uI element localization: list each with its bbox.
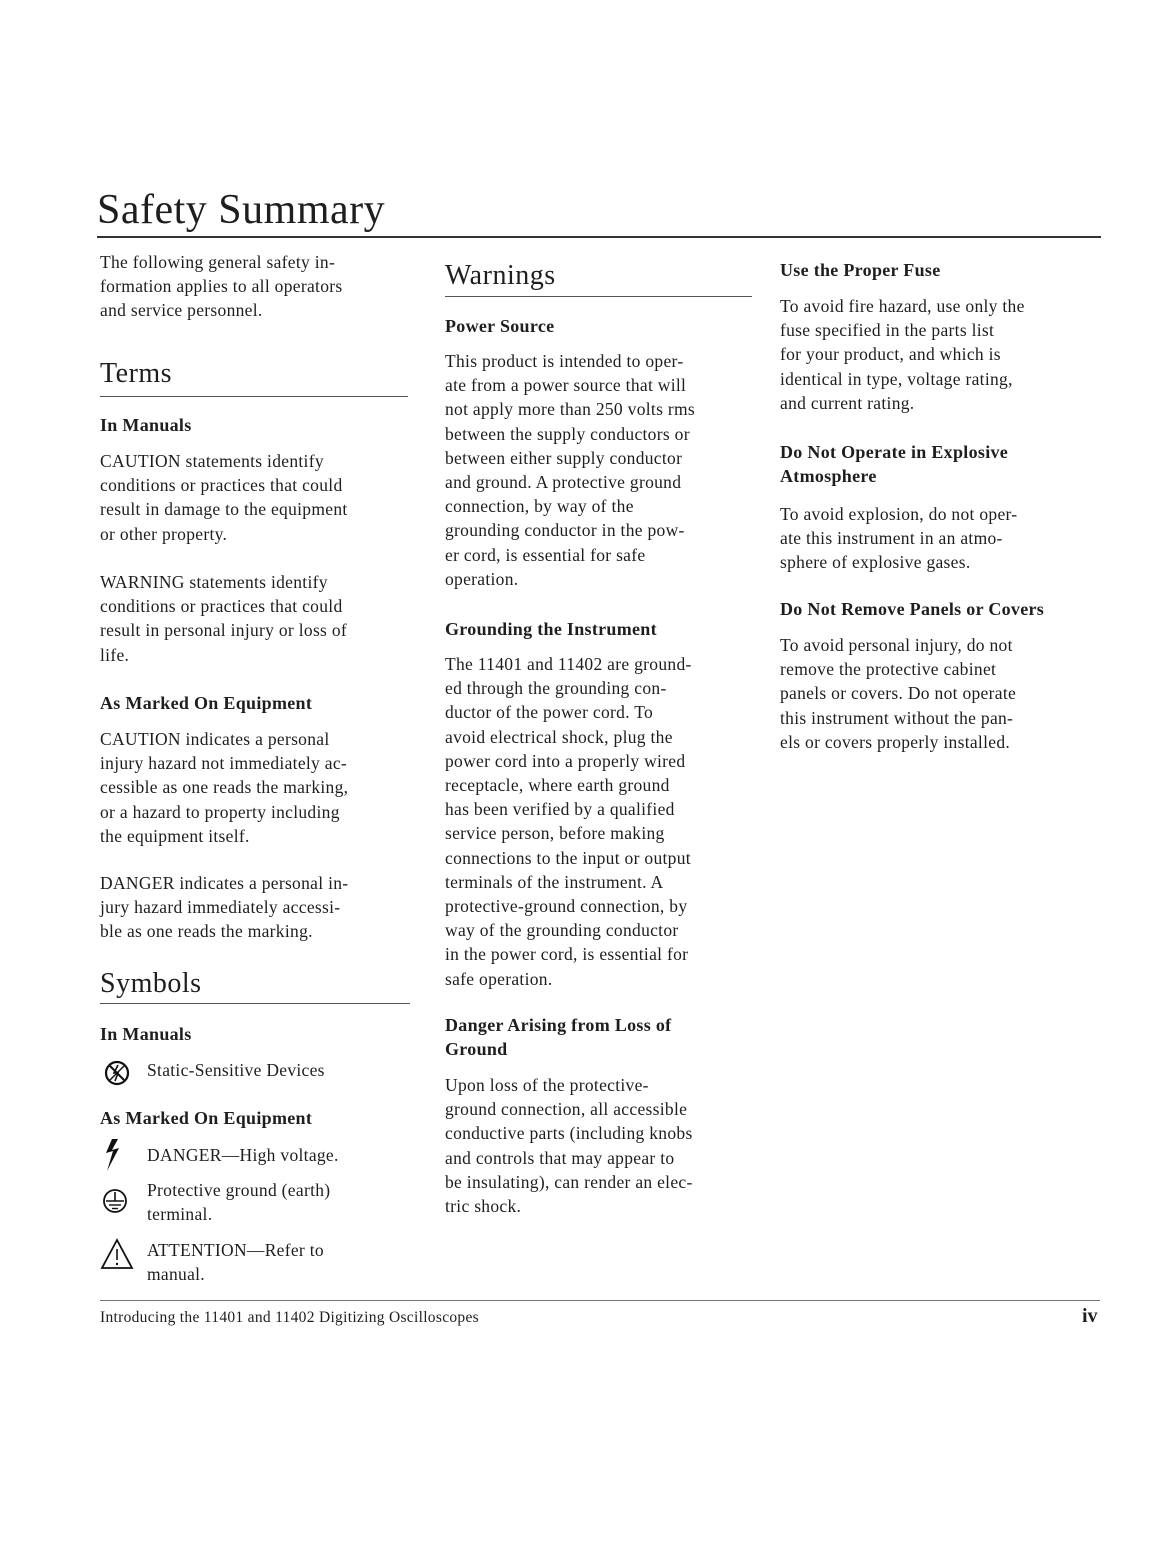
- page-number: iv: [1082, 1305, 1098, 1327]
- caution-indicates-text: CAUTION indicates a personal injury hazard not immediately ac- cessible as one reads the marking, or a hazard to property including the equipment itself.: [100, 729, 349, 846]
- grounding-text: The 11401 and 11402 are ground- ed through the grounding con- ductor of the power cord. To avoid electrical shock, plug the power cord into a properly wired receptacle, where earth ground has been verified by a qualified service person, before making connections to the input or output terminals of the instrument. A protective-ground connection, by way of the grounding conductor in the power cord, is essential for safe operation.: [445, 654, 692, 989]
- symbols-on-equipment-heading: As Marked On Equipment: [100, 1108, 313, 1128]
- grounding-heading: Grounding the Instrument: [445, 619, 657, 639]
- terms-heading: Terms: [100, 358, 173, 389]
- power-source-text: This product is intended to oper- ate from a power source that will not apply more than 250 volts rms between the supply conductors or between either supply conductor and ground. A protective ground connection, by way of the grounding conductor in the pow- er cord, is essential for safe operation.: [445, 351, 696, 589]
- protective-ground-icon: [102, 1188, 128, 1214]
- warnings-rule: [445, 296, 752, 297]
- attention-label: ATTENTION—Refer to manual.: [147, 1240, 324, 1285]
- high-voltage-icon: [102, 1138, 124, 1172]
- terms-in-manuals-heading: In Manuals: [100, 415, 192, 435]
- symbols-heading: Symbols: [100, 968, 202, 999]
- loss-of-ground-text: Upon loss of the protective- ground connection, all accessible conductive parts (including knobs and controls that may appear to be insulating), can render an elec- tric shock.: [445, 1075, 693, 1217]
- protective-ground-label: Protective ground (earth) terminal.: [147, 1180, 331, 1225]
- footer-text: Introducing the 11401 and 11402 Digitizing Oscilloscopes: [100, 1309, 479, 1326]
- fuse-text: To avoid fire hazard, use only the fuse specified in the parts list for your product, and which is identical in type, voltage rating, and current rating.: [780, 296, 1025, 413]
- fuse-heading: Use the Proper Fuse: [780, 260, 941, 280]
- danger-indicates-text: DANGER indicates a personal in- jury hazard immediately accessi- ble as one reads the marking.: [100, 873, 349, 942]
- title-rule: [97, 236, 1101, 238]
- explosive-heading: Do Not Operate in Explosive Atmosphere: [780, 442, 1009, 487]
- high-voltage-label: DANGER—High voltage.: [147, 1145, 339, 1165]
- attention-triangle-icon: [100, 1238, 134, 1270]
- warning-statement-text: WARNING statements identify conditions or practices that could result in personal injury or loss of life.: [100, 572, 348, 665]
- static-sensitive-icon: [104, 1060, 130, 1086]
- footer-rule: [100, 1300, 1100, 1301]
- intro-text: The following general safety in- formation applies to all operators and service personnel.: [100, 252, 343, 321]
- caution-statement-text: CAUTION statements identify conditions or practices that could result in damage to the equipment or other property.: [100, 451, 348, 544]
- warnings-heading: Warnings: [445, 260, 556, 291]
- power-source-heading: Power Source: [445, 316, 555, 336]
- loss-of-ground-heading: Danger Arising from Loss of Ground: [445, 1015, 672, 1060]
- page-title: Safety Summary: [97, 187, 386, 233]
- terms-rule: [100, 396, 408, 397]
- panels-heading: Do Not Remove Panels or Covers: [780, 599, 1045, 619]
- symbols-in-manuals-heading: In Manuals: [100, 1024, 192, 1044]
- terms-on-equipment-heading: As Marked On Equipment: [100, 693, 313, 713]
- static-sensitive-label: Static-Sensitive Devices: [147, 1060, 325, 1080]
- explosive-text: To avoid explosion, do not oper- ate this instrument in an atmo- sphere of explosive gases.: [780, 504, 1018, 573]
- symbols-rule: [100, 1003, 410, 1004]
- panels-text: To avoid personal injury, do not remove the protective cabinet panels or covers. Do not operate this instrument without the pan- els or covers properly installed.: [780, 635, 1017, 752]
